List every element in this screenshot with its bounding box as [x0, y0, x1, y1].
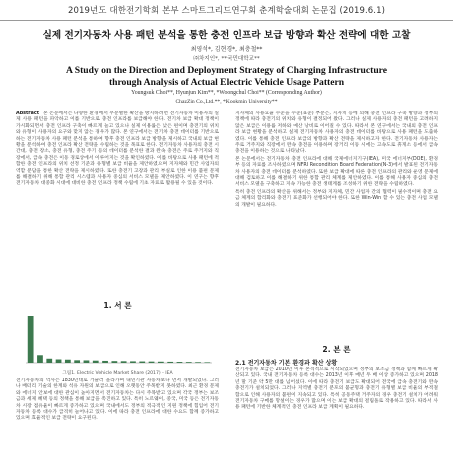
figure-caption: 그림1. Electric Vehicle Market Share (2017) - IEA — [62, 371, 173, 376]
right-paragraph-1: 지자체의 사용요율 수준을 수준(표준) 부분은, 지자치 등에 의해 충전 인프라 구축 방향과 정부의 정책에 따라 충전기의 위치와 유형이 결정되어 왔다. 그러나 실제 사용자의 충전 패턴을 고려하지 않은 보급은 이용률 저하와 예산 낭비로 이어질 수 있다. 따라서 본 연구에서는 국내외 충전 인프라 보급 현황을 분석하고 실제 전기자동차 사용자의 충전 데이터를 바탕으로 사용 패턴을 도출하였다. 이를 통해 충전 인프라 보급의 방향과 확산 전략을 제시하고자 한다. 전기자동차 사용자는 주로 거주지와 직장에서 완속 충전을 이용하며 장거리 이동 시에는 고속도로 휴게소 등에서 급속 충전을 이용하는 것으로 나타났다. — [235, 111, 438, 155]
intro-paragraph: 전기자동차의 역사는 1830년대로 거슬러 올라가며 내연기관 자동차보다 먼저 개발되었다. 그러나 배터리 기술의 한계와 석유 자원의 보급으로 인해 오랫동안 주목받지 못하였다. 최근 환경 문제와 에너지 안보에 대한 관심이 높아지면서 전기자동차는 다시 주목받고 있으며 각국 정부는 보조금과 세제 혜택 등의 정책을 통해 보급을 촉진하고 있다. 특히 노르웨이, 중국, 미국 등은 전기자동차 시장 점유율이 빠르게 증가하고 있으며 국내에서도 정부의 적극적인 지원 정책에 힘입어 전기자동차 등록 대수가 급격히 늘어나고 있다. 이에 따라 충전 인프라에 대한 수요도 함께 증가하고 있으며 효율적인 보급 전략이 요구된다. — [16, 378, 219, 422]
affiliation-english: ChazZin Co.,Ltd.**, *Kookmin University** — [175, 99, 278, 105]
abstract-label: Abstract — [16, 111, 40, 116]
intro-heading: 1. 서 론 — [103, 301, 132, 310]
chart-bar-18 — [186, 362, 192, 363]
abstract — [16, 111, 219, 292]
chart-bar-7 — [84, 360, 90, 363]
chart-bar-17 — [177, 362, 183, 363]
chart-bar-14 — [149, 362, 155, 363]
body-heading: 2. 본 론 — [322, 345, 351, 354]
right-column-text — [235, 111, 438, 337]
chart-bar-15 — [158, 362, 164, 363]
chart-bar-10 — [111, 361, 117, 363]
chart-bar-12 — [130, 361, 136, 363]
chart-bar-6 — [74, 360, 80, 363]
market-share-figure — [20, 313, 216, 367]
subsection-paragraph: 전기자동차 보급은 2010년 이후 본격적으로 시작되었으며 정부의 보조금 정책과 함께 빠르게 확산되고 있다. 국내 전기자동차 등록 대수는 2013년 이후 매년 두 배 이상 증가하고 있으며 2018년 말 기준 약 5만 대를 넘어섰다. 이에 따라 충전기 보급도 확대되어 전국에 급속 충전기와 완속 충전기가 설치되었다. 그러나 지역별 충전기 분포의 불균형과 충전기 유형별 보급 비율의 부적절함으로 인해 사용자의 불편이 지속되고 있다. 특히 공동주택 거주자의 경우 충전기 설치가 어려워 전기자동차 구매를 망설이는 경우가 많으며 이는 보급 확대의 걸림돌로 작용하고 있다. 따라서 사용 패턴에 기반한 체계적인 충전 인프라 보급 계획이 필요하다. — [235, 367, 438, 411]
chart-bar-3 — [46, 359, 52, 363]
paper-title-english: A Study on the Direction and Deployment Strategy of Charging Infrastructure through Analysis of Actual Electric Vehicle Usage Pattern — [65, 65, 388, 88]
subsection-body — [235, 367, 438, 450]
authors-korean: 최영석*, 김현경*, 최충철** — [190, 46, 263, 53]
paper-title-korean: 실제 전기자동차 사용 패턴 분석을 통한 충전 인프라 보급 방향과 확산 전략에 대한 고찰 — [42, 30, 411, 41]
chart-bar-4 — [56, 360, 62, 363]
conference-title: 2019년도 대한전기학회 본부 스마트그리드연구회 춘계학술대회 논문집 (2019.6.1) — [67, 6, 386, 16]
right-paragraph-2: 본 논문에서는 전기자동차 충전 인프라에 대해 국제에너지기구(IEA), 미국 에너지부(DOE), 환경부 등의 자료를 조사하였으며 NFRI Recondition Board Federation(N-3)에서 발표된 전기자동차 사용자의 충전 데이터를 분석하였다. 또한 보급 확대에 따른 충전 인프라의 관리와 운영 문제에 대해 검토하고 이를 해결하기 위한 통합 관리 체계를 제안하였다. 이를 통해 사용자 중심의 충전 서비스 모델을 구축하고 지속 가능한 충전 생태계를 조성하기 위한 전략을 수립하였다. — [235, 156, 438, 188]
chart-bar-19 — [195, 362, 201, 363]
chart-bar-2 — [37, 355, 43, 363]
chart-bar-9 — [102, 361, 108, 363]
chart-bar-5 — [65, 360, 71, 363]
market-share-chart — [20, 313, 216, 367]
chart-bar-8 — [93, 361, 99, 363]
subsection-heading: 2.1 전기자동차 기본 환경과 확산 상황 — [235, 360, 338, 367]
affiliation-korean: ㈜차지인*, **국민대학교** — [193, 56, 260, 62]
abstract-paragraph — [16, 111, 219, 188]
right-paragraph-3: 특히 충전 인프라의 확산을 위해서는 정부와 지자체, 민간 사업자 간의 협력이 필수적이며 충전 요금 체계의 합리화와 충전기 표준화가 선행되어야 한다. 또한 Win-Win 할 수 있는 충전 사업 모델의 개발이 필요하다. — [235, 189, 438, 208]
abstract-column — [16, 111, 219, 292]
chart-bar-11 — [121, 361, 127, 363]
chart-bar-16 — [167, 362, 173, 363]
authors-english: Youngsuk Choi**, Hyunjun Kim**, *Woongchul Choi** (Corresponding Author) — [131, 90, 322, 96]
chart-bar-1 — [28, 316, 34, 363]
chart-bar-20 — [204, 362, 210, 363]
introduction-body — [16, 378, 219, 450]
abstract-text: 본 논문에서는 다양한 환경에서 무분별한 확산을 방지하려면 전기자동차 이용자의 실제 사용 패턴을 파악하고 이를 기반으로 충전 인프라를 보급해야 한다. 전기차 보급 확대 정책이 가시화되면서 충전 인프라 구축이 빠르게 늘고 있으나 실제 이용률은 낮은 편이며 충전기의 위치와 유형이 사용자의 요구와 맞지 않는 경우가 많다. 본 연구에서는 전기차 충전 데이터를 기반으로 하는 전기자동차 사용 패턴 분석을 통하여 향후 충전 인프라 보급 방향을 제시하고 국내외 보급 현황을 분석하여 충전 인프라 확산 전략을 수립하는 것을 목표로 한다. 전기자동차 사용자의 충전 시간대, 충전 장소, 충전 유형, 충전 주기 등의 데이터를 분석한 결과 완속 충전은 주로 주거지와 직장에서, 급속 충전은 이동 경로상에서 이루어지는 것을 확인하였다. 이를 바탕으로 사용 패턴에 적합한 충전 인프라의 위치 선정 기준과 유형별 보급 비율을 제안하였으며 지자체와 민간 사업자의 역할 분담을 통한 확산 전략을 제시하였다. 또한 충전기 고장과 관리 부실로 인한 이용 불편 문제를 해결하기 위해 통합 관리 시스템과 사용자 중심의 서비스 모델을 제안하였다. 이 연구는 향후 전기자동차 대중화 시대에 대비한 충전 인프라 정책 수립에 기초 자료로 활용될 수 있을 것이다. — [16, 111, 219, 187]
chart-bar-13 — [139, 362, 145, 363]
